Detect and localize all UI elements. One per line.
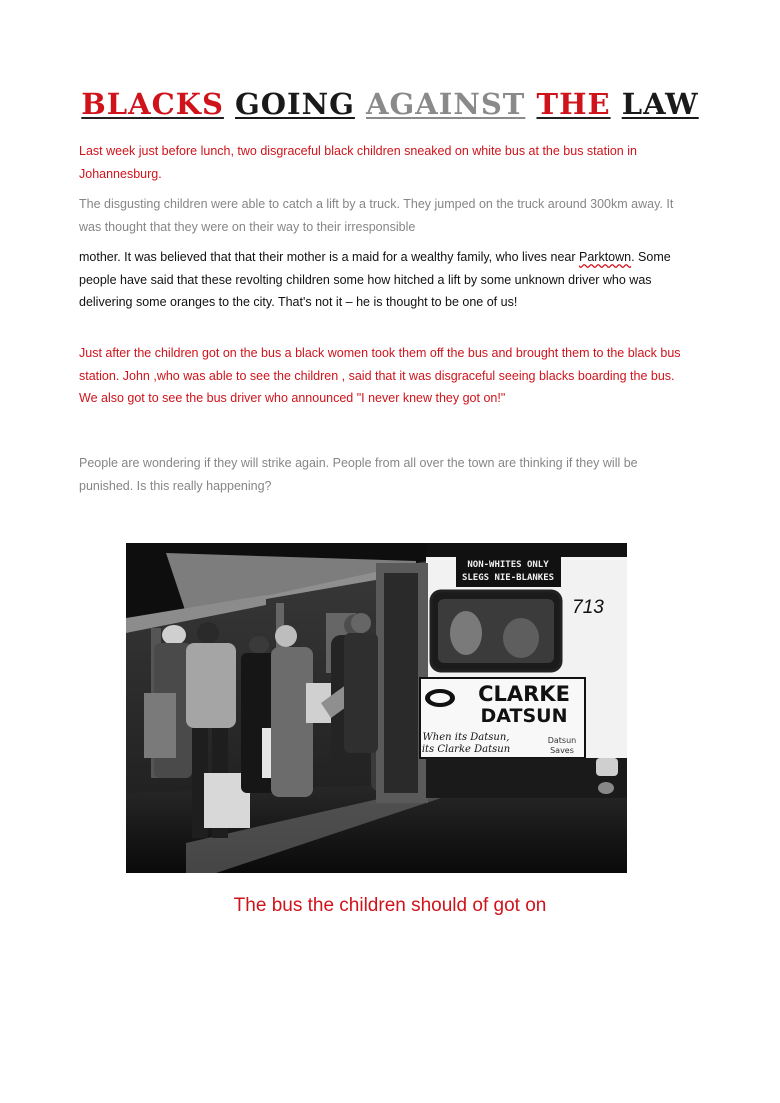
bus-photo	[126, 543, 627, 873]
headline-word: THE	[536, 87, 611, 121]
ad-slogan-line-2: its Clarke Datsun	[421, 744, 511, 755]
paragraph-1: Last week just before lunch, two disgraceful black children sneaked on white bus at the bus station in Johannesburg.	[79, 144, 637, 181]
ad-small-text-1: Datsun	[547, 736, 577, 745]
ad-small-text-2: Saves	[550, 746, 574, 755]
bus-sign-line-2: SLEGS NIE-BLANKES	[461, 573, 555, 583]
bus-sign-line-1: NON-WHITES ONLY	[467, 560, 549, 570]
paragraph-3	[79, 246, 684, 314]
bus-photo-image	[126, 543, 627, 873]
photo-caption: The bus the children should of got on	[233, 895, 547, 916]
bus-number: 713	[572, 597, 604, 618]
headline-word: LAW	[621, 87, 699, 121]
ad-text-datsun: DATSUN	[480, 705, 568, 727]
paragraph-2: The disgusting children were able to catch a lift by a truck. They jumped on the truck around 300km away. It was thought that they were on their way to their irresponsible	[79, 197, 674, 234]
paragraph-3-text: mother. It was believed that that their mother is a maid for a wealthy family, who lives near	[79, 250, 579, 264]
ad-text-clarke: CLARKE	[478, 682, 570, 706]
paragraph-4: Just after the children got on the bus a black women took them off the bus and brought them to the black bus station. John ,who was able to see the children , said that it was disgraceful seeing blacks boarding the bus. We also got to see the bus driver who announced "I never knew they got on!"	[79, 346, 681, 405]
headline-word: AGAINST	[366, 87, 526, 121]
ad-slogan-line-1: When its Datsun,	[422, 732, 510, 743]
headline-word: BLACKS	[81, 87, 224, 121]
paragraph-5: People are wondering if they will strike again. People from all over the town are thinking if they will be punished. Is this really happening?	[79, 456, 638, 493]
headline	[0, 86, 780, 122]
spellcheck-word: Parktown	[579, 250, 632, 264]
headline-word: GOING	[235, 87, 355, 121]
paragraph-3-text: . Some people have said that these revolting children some how hitched a lift by some unknown driver who was delivering some oranges to the city. That's not it – he is thought to be one of us!	[79, 250, 671, 309]
